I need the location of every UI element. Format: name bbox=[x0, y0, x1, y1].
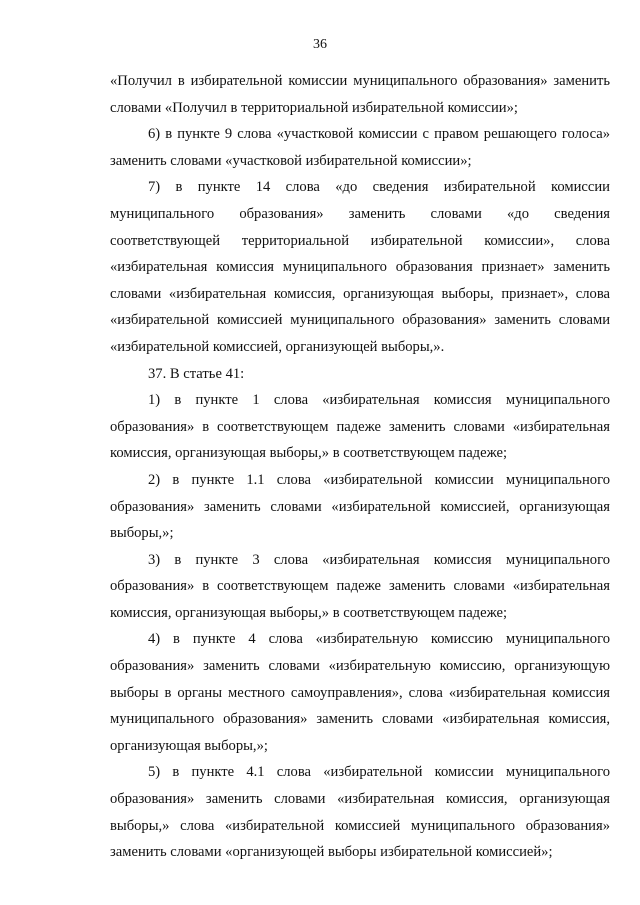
paragraph-item-6: 6) в пункте 9 слова «участковой комиссии с правом решающего голоса» заменить словами «участковой избирательной комиссии»; bbox=[110, 126, 610, 169]
paragraph-item-4: 4) в пункте 4 слова «избирательную комиссию муниципального образования» заменить словами «избирательную комиссию, организующую выборы в органы местного самоуправления», слова «избирательная комиссия муниципального образования» заменить словами «избирательная комиссия, организующая выборы,»; bbox=[110, 631, 610, 754]
paragraph-item-1: 1) в пункте 1 слова «избирательная комиссия муниципального образования» в соответствующем падеже заменить словами «избирательная комиссия, организующая выборы,» в соответствующем падеже; bbox=[110, 392, 610, 462]
document-body bbox=[110, 68, 610, 866]
paragraph-item-2: 2) в пункте 1.1 слова «избирательной комиссии муниципального образования» заменить словами «избирательной комиссией, организующая выборы,»; bbox=[110, 471, 610, 542]
paragraph-item-3: 3) в пункте 3 слова «избирательная комиссия муниципального образования» в соответствующем падеже заменить словами «избирательная комиссия, организующая выборы,» в соответствующем падеже; bbox=[110, 551, 610, 621]
page-number: 36 bbox=[313, 37, 327, 52]
paragraph-article-37: 37. В статье 41: bbox=[148, 365, 245, 382]
paragraph-item-5: 5) в пункте 4.1 слова «избирательной комиссии муниципального образования» заменить словами «избирательная комиссия, организующая выборы,» слова «избирательной комиссией муниципального образования» заменить словами «организующей выборы избирательной комиссией»; bbox=[110, 764, 610, 861]
paragraph-item-7: 7) в пункте 14 слова «до сведения избирательной комиссии муниципального образования» заменить словами «до сведения соответствующей территориальной избирательной комиссии», слова «избирательная комиссия муниципального образования признает» заменить словами «избирательная комиссия, организующая выборы, признает», слова «избирательной комиссией муниципального образования» заменить словами «избирательной комиссией, организующей выборы,». bbox=[110, 179, 610, 355]
paragraph-continuation: «Получил в избирательной комиссии муниципального образования» заменить словами «Получил в территориальной избирательной комиссии»; bbox=[110, 73, 610, 116]
